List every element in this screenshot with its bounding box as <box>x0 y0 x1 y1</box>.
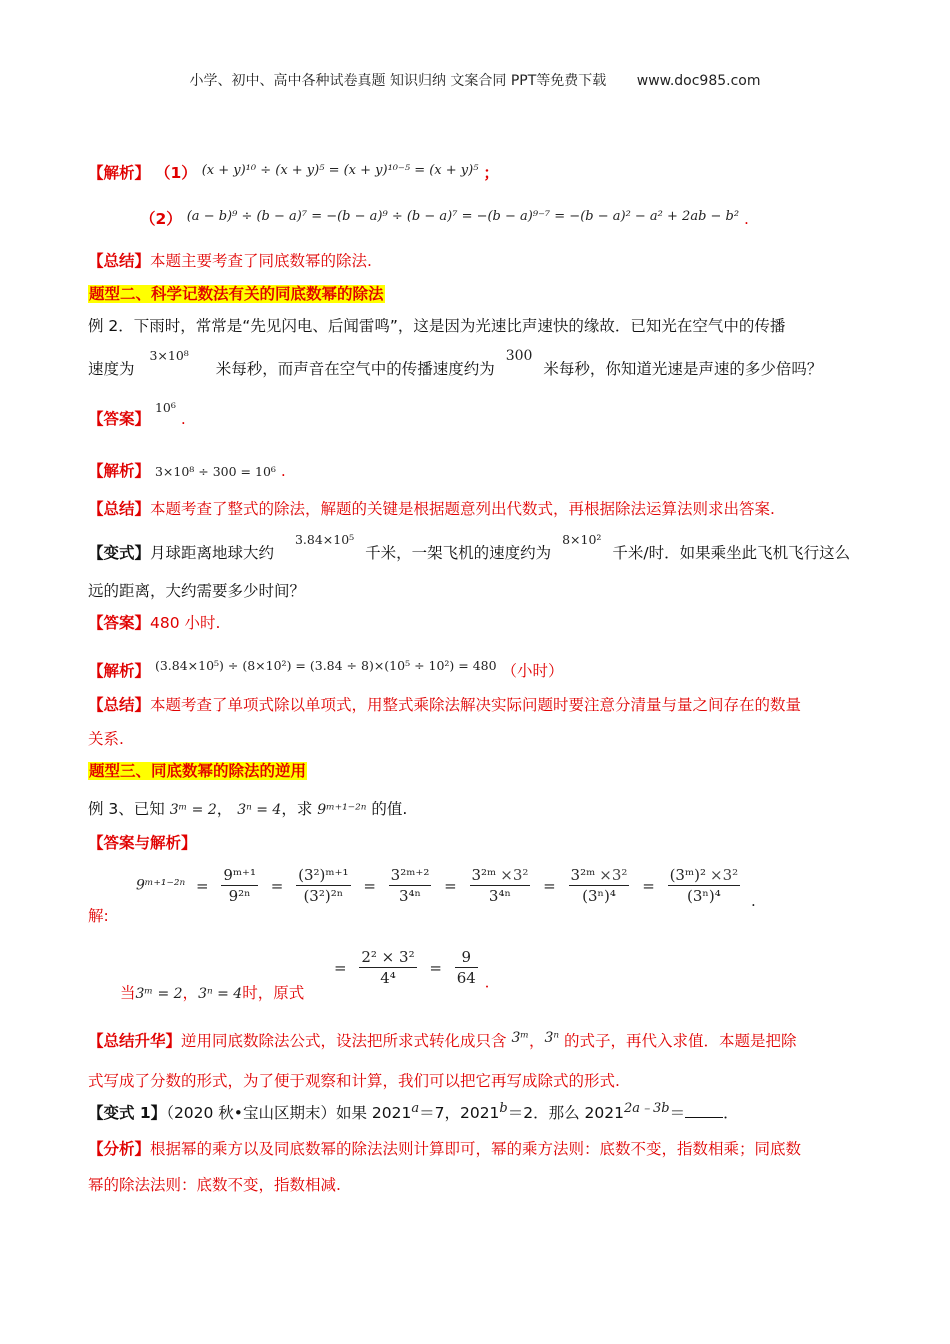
variant-speed: 8×10² <box>562 532 602 547</box>
sub-comma: ， <box>182 984 199 1002</box>
variant-summary-label: 【总结】 <box>88 696 151 714</box>
ex3-text-b: ，求 <box>281 800 313 818</box>
example3 <box>88 798 407 821</box>
result-equation: = $\frac{\text{2² × 3²}}{\text{4⁴}}$ = $\frac{9}{64}$ . <box>334 948 490 992</box>
ex2-light-speed: 3×10⁸ <box>149 348 189 363</box>
header-title: 小学、初中、高中各种试卷真题 知识归纳 文案合同 PPT等免费下载 <box>189 73 607 89</box>
substitution-text <box>120 982 304 1005</box>
variant1-text-c: ＝2．那么 2021 <box>507 1104 624 1123</box>
sol-frac-3: $\frac{\text{3²ᵐ⁺²}}{\text{3⁴ⁿ}}$ <box>390 866 430 905</box>
page-header <box>0 70 950 90</box>
variant1-analysis-2: 幂的除法法则：底数不变，指数相减. <box>88 1176 341 1194</box>
type3-heading <box>88 760 307 782</box>
variant1-sup-a: a <box>411 1101 420 1116</box>
summary-text: 本题主要考查了同底数幂的除法. <box>150 252 372 270</box>
solution-jie: 解: <box>88 907 109 925</box>
variant-label: 【变式】 <box>88 544 151 562</box>
answer-label: 【答案】 <box>88 410 151 428</box>
summary-up-line2: 式写成了分数的形式，为了便于观察和计算，我们可以把它再写成除式的形式. <box>88 1072 620 1090</box>
type2-summary <box>88 498 775 520</box>
type2-heading <box>88 283 385 305</box>
ex3-cond1: 3ᵐ = 2 <box>169 802 217 818</box>
answer-blank[interactable] <box>685 1103 723 1118</box>
sub-cond1: 3ᵐ = 2 <box>135 986 183 1002</box>
jiexi2-label: 【解析】 <box>88 462 151 480</box>
type3-answer-label: 【答案与解析】 <box>88 834 197 852</box>
variant-line2: 远的距离，大约需要多少时间？ <box>88 582 306 600</box>
answer-formula: 10⁶ <box>154 400 176 415</box>
type2-jiexi <box>88 460 286 483</box>
ex2-text-c: 米每秒，你知道光速是声速的多少倍吗？ <box>543 360 823 378</box>
jiexi2-formula: 3×10⁸ ÷ 300 = 10⁶ <box>154 464 276 479</box>
answer-end: . <box>180 410 186 428</box>
jiexi-label: 【解析】 <box>88 164 151 182</box>
type2-heading-text: 题型二、科学记数法有关的同底数幂的除法 <box>89 285 384 303</box>
part2-label: （2） <box>140 210 182 228</box>
variant1-text-e: ． <box>723 1104 739 1123</box>
summary-up-text-b: 的式子，再代入求值．本题是把除 <box>564 1032 797 1050</box>
part2-end: . <box>744 210 749 228</box>
part1-end: ； <box>483 164 499 182</box>
sol-frac-6: $\frac{\text{(3ᵐ)² ×3²}}{\text{(3ⁿ)⁴}}$ <box>669 866 739 905</box>
analysis-text: 根据幂的乘方以及同底数幂的除法法则计算即可，幂的乘方法则：底数不变，指数相乘；同底数 <box>150 1140 802 1158</box>
sol-frac-2: $\frac{\text{(3²)ᵐ⁺¹}}{\text{(3²)²ⁿ}}$ <box>298 866 349 905</box>
variant-answer-text: 480 小时. <box>150 614 221 632</box>
sec1-summary <box>88 250 372 272</box>
type2-answer <box>88 400 186 431</box>
variant1-text-d: ＝ <box>669 1104 686 1123</box>
ex2-text-a: 速度为 <box>88 360 135 378</box>
summary-up-label: 【总结升华】 <box>88 1032 182 1050</box>
variant-jiexi <box>88 660 564 683</box>
variant-summary-1 <box>88 694 801 716</box>
variant-summary-2: 关系. <box>88 730 124 748</box>
result-frac-2: $\frac{9}{64}$ <box>456 948 476 987</box>
ex2-sound-speed: 300 <box>505 348 533 364</box>
part1-label: （1） <box>154 164 197 182</box>
header-url[interactable]: www.doc985.com <box>636 73 761 89</box>
ex3-text-c: 的值. <box>371 800 408 818</box>
summary-up-math-b: 3ⁿ <box>544 1030 560 1046</box>
summary2-label: 【总结】 <box>88 500 151 518</box>
variant1-analysis-1 <box>88 1138 801 1160</box>
ex3-cond2: 3ⁿ = 4 <box>237 802 282 818</box>
example2-line1: 例 2．下雨时，常常是“先见闪电、后闻雷鸣”，这是因为光速比声速快的缘故．已知光在空气中的传播 <box>88 317 786 335</box>
variant-answer-label: 【答案】 <box>88 614 151 632</box>
variant-jiexi-formula: (3.84×10⁵) ÷ (8×10²) = (3.84 ÷ 8)×(10⁵ ÷ 10²) = 480 <box>154 658 497 673</box>
ex3-target: 9ᵐ⁺¹⁻²ⁿ <box>317 802 367 818</box>
variant1-question <box>88 1098 739 1124</box>
variant-text-b: 千米，一架飞机的速度约为 <box>365 544 552 562</box>
sub-text-a: 当 <box>120 984 136 1002</box>
variant-text-a: 月球距离地球大约 <box>150 544 275 562</box>
part1-formula: (x + y)¹⁰ ÷ (x + y)⁵ = (x + y)¹⁰⁻⁵ = (x + y)⁵ <box>201 163 479 178</box>
summary-up-comma: ， <box>528 1032 545 1050</box>
solution-equation: 9ᵐ⁺¹⁻²ⁿ = $\frac{\text{9ᵐ⁺¹}}{\text{9²ⁿ}}$ = $\frac{\text{(3²)ᵐ⁺¹}}{\text{(3²)²ⁿ}}$ = $\frac{\text{3²ᵐ⁺²}}{\text{3⁴ⁿ}}$ = $\frac{\text{3²ᵐ ×3²}}{\text{3⁴ⁿ}}$ = $\frac{\text{3²ᵐ ×3²}}{\text{(3ⁿ)⁴}}$ = $\frac{\text{(3ᵐ)² ×3²}}{\text{(3ⁿ)⁴}}$ . <box>136 866 756 910</box>
result-end: . <box>484 973 490 992</box>
variant-text-c: 千米/时．如果乘坐此飞机飞行这么 <box>612 544 851 562</box>
analysis-label: 【分析】 <box>88 1140 151 1158</box>
variant1-text-a: 如果 2021 <box>335 1104 412 1123</box>
sol-frac-1: $\frac{\text{9ᵐ⁺¹}}{\text{9²ⁿ}}$ <box>223 866 256 905</box>
ex3-text-a: 例 3、已知 <box>88 800 165 818</box>
summary2-text: 本题考查了整式的除法，解题的关键是根据题意列出代数式，再根据除法运算法则求出答案. <box>150 500 775 518</box>
sec1-part2 <box>140 206 749 230</box>
variant1-source: （2020 秋•宝山区期末） <box>166 1104 336 1123</box>
variant-summary-text: 本题考查了单项式除以单项式，用整式乘除法解决实际问题时要注意分清量与量之间存在的数量 <box>150 696 802 714</box>
variant1-sup-c: 2a﹣3b <box>624 1101 670 1116</box>
variant1-sup-b: b <box>499 1101 508 1116</box>
sub-cond2: 3ⁿ = 4 <box>198 986 243 1002</box>
sol-lhs: 9ᵐ⁺¹⁻²ⁿ <box>136 877 186 894</box>
summary-up-line1 <box>88 1030 797 1053</box>
sol-end: . <box>750 891 756 910</box>
jiexi2-end: . <box>280 462 286 480</box>
variant-jiexi-label: 【解析】 <box>88 662 151 680</box>
variant-answer <box>88 612 220 634</box>
summary-label: 【总结】 <box>88 252 151 270</box>
variant-jiexi-unit: （小时） <box>501 662 564 680</box>
variant1-label: 【变式 1】 <box>88 1104 167 1123</box>
part2-formula: (a − b)⁹ ÷ (b − a)⁷ = −(b − a)⁹ ÷ (b − a)⁷ = −(b − a)⁹⁻⁷ = −(b − a)² − a² + 2ab − b² <box>186 209 740 224</box>
variant-distance: 3.84×10⁵ <box>294 532 355 547</box>
sec1-part1 <box>88 160 499 184</box>
sol-frac-5: $\frac{\text{3²ᵐ ×3²}}{\text{(3ⁿ)⁴}}$ <box>570 866 628 905</box>
summary-up-text-a: 逆用同底数除法公式，设法把所求式转化成只含 <box>181 1032 507 1050</box>
ex2-text-b: 米每秒，而声音在空气中的传播速度约为 <box>215 360 495 378</box>
sub-text-b: 时，原式 <box>242 984 305 1002</box>
variant1-text-b: ＝7，2021 <box>419 1104 500 1123</box>
result-frac-1: $\frac{\text{2² × 3²}}{\text{4⁴}}$ <box>361 948 415 987</box>
type3-heading-text: 题型三、同底数幂的除法的逆用 <box>89 762 307 780</box>
summary-up-math-a: 3ᵐ <box>511 1030 529 1046</box>
sol-frac-4: $\frac{\text{3²ᵐ ×3²}}{\text{3⁴ⁿ}}$ <box>471 866 529 905</box>
ex3-comma: ， <box>216 800 233 818</box>
